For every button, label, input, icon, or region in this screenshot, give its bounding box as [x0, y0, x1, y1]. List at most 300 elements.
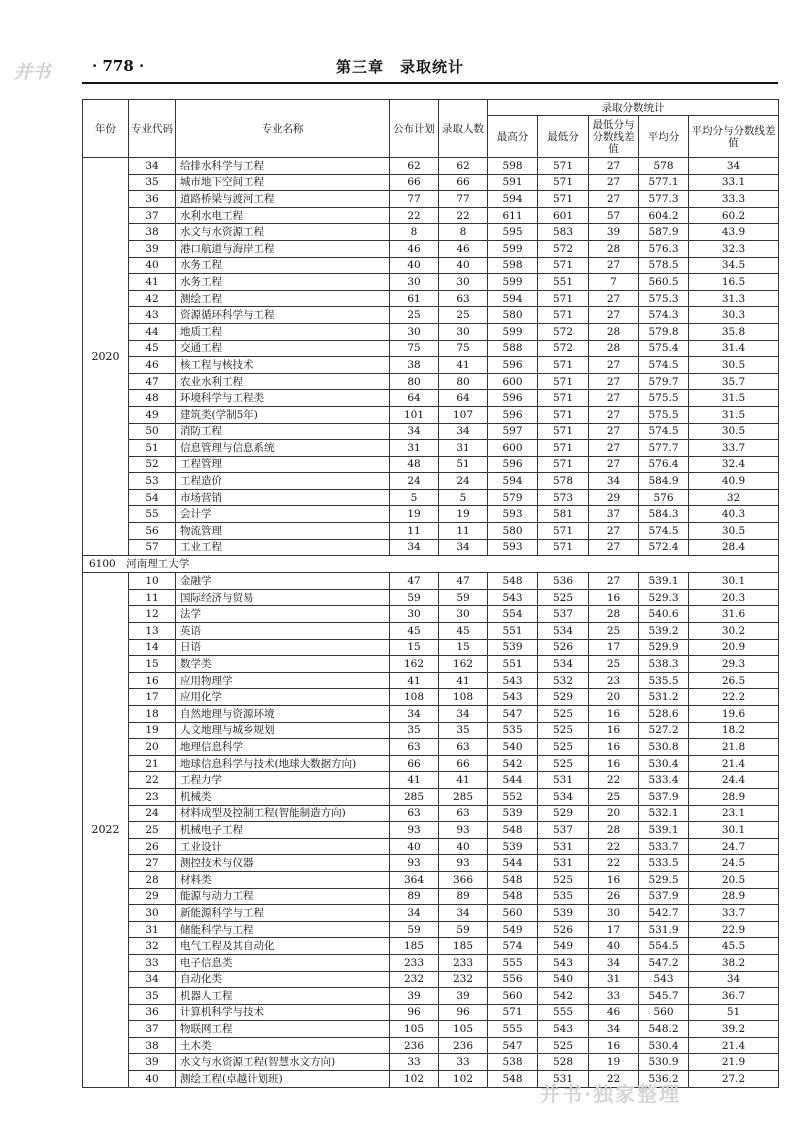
- plan-cell: 5: [390, 489, 439, 506]
- plan-cell: 236: [390, 1037, 439, 1054]
- min-diff-cell: 22: [589, 772, 639, 789]
- table-row: [83, 855, 779, 872]
- avg-diff-cell: 33.7: [689, 440, 779, 457]
- name-cell: 地质工程: [176, 323, 390, 340]
- min-cell: 525: [538, 706, 589, 723]
- name-cell: 材料成型及控制工程(智能制造方向): [176, 805, 390, 822]
- max-cell: 580: [488, 523, 538, 540]
- admitted-cell: 105: [439, 1021, 488, 1038]
- min-cell: 571: [538, 523, 589, 540]
- code-cell: 10: [129, 573, 176, 590]
- plan-cell: 34: [390, 423, 439, 440]
- avg-diff-cell: 31.6: [689, 606, 779, 623]
- plan-cell: 61: [390, 290, 439, 307]
- plan-cell: 19: [390, 506, 439, 523]
- name-cell: 核工程与核技术: [176, 357, 390, 374]
- table-row: [83, 755, 779, 772]
- admitted-cell: 75: [439, 340, 488, 357]
- avg-diff-cell: 38.2: [689, 954, 779, 971]
- min-diff-cell: 16: [589, 739, 639, 756]
- code-cell: 38: [129, 1037, 176, 1054]
- max-cell: 599: [488, 240, 538, 257]
- admitted-cell: 77: [439, 191, 488, 208]
- code-cell: 18: [129, 706, 176, 723]
- min-cell: 571: [538, 456, 589, 473]
- avg-diff-cell: 22.2: [689, 689, 779, 706]
- admitted-cell: 41: [439, 772, 488, 789]
- name-cell: 新能源科学与工程: [176, 905, 390, 922]
- name-cell: 地理信息科学: [176, 739, 390, 756]
- avg-diff-cell: 20.3: [689, 589, 779, 606]
- avg-diff-cell: 35.8: [689, 323, 779, 340]
- table-row: [83, 1021, 779, 1038]
- max-cell: 593: [488, 539, 538, 556]
- avg-cell: 575.5: [639, 390, 689, 407]
- max-cell: 539: [488, 805, 538, 822]
- avg-cell: 530.4: [639, 1037, 689, 1054]
- admitted-cell: 5: [439, 489, 488, 506]
- table-row: [83, 1004, 779, 1021]
- admitted-cell: 46: [439, 240, 488, 257]
- table-row: [83, 606, 779, 623]
- table-row: [83, 888, 779, 905]
- min-cell: 571: [538, 539, 589, 556]
- avg-diff-cell: 34: [689, 971, 779, 988]
- name-cell: 应用化学: [176, 689, 390, 706]
- admitted-cell: 40: [439, 257, 488, 274]
- code-cell: 39: [129, 240, 176, 257]
- min-diff-cell: 28: [589, 606, 639, 623]
- header-max: 最高分: [488, 116, 538, 158]
- name-cell: 交通工程: [176, 340, 390, 357]
- name-cell: 应用物理学: [176, 672, 390, 689]
- min-diff-cell: 25: [589, 623, 639, 640]
- avg-cell: 529.5: [639, 871, 689, 888]
- min-diff-cell: 39: [589, 224, 639, 241]
- code-cell: 17: [129, 689, 176, 706]
- plan-cell: 80: [390, 373, 439, 390]
- table-row: [83, 805, 779, 822]
- min-diff-cell: 28: [589, 323, 639, 340]
- name-cell: 物流管理: [176, 523, 390, 540]
- avg-cell: 537.9: [639, 788, 689, 805]
- avg-diff-cell: 20.9: [689, 639, 779, 656]
- header-name: 专业名称: [176, 100, 390, 158]
- max-cell: 560: [488, 905, 538, 922]
- table-row: [83, 739, 779, 756]
- min-diff-cell: 16: [589, 871, 639, 888]
- avg-diff-cell: 24.5: [689, 855, 779, 872]
- avg-diff-cell: 33.3: [689, 191, 779, 208]
- admitted-cell: 31: [439, 440, 488, 457]
- name-cell: 城市地下空间工程: [176, 174, 390, 191]
- code-cell: 23: [129, 788, 176, 805]
- avg-diff-cell: 30.2: [689, 623, 779, 640]
- min-cell: 583: [538, 224, 589, 241]
- plan-cell: 25: [390, 307, 439, 324]
- avg-diff-cell: 26.5: [689, 672, 779, 689]
- name-cell: 材料类: [176, 871, 390, 888]
- avg-cell: 536.2: [639, 1071, 689, 1088]
- avg-cell: 535.5: [639, 672, 689, 689]
- avg-cell: 529.3: [639, 589, 689, 606]
- avg-cell: 538.3: [639, 656, 689, 673]
- max-cell: 571: [488, 1004, 538, 1021]
- code-cell: 50: [129, 423, 176, 440]
- table-row: [83, 954, 779, 971]
- name-cell: 建筑类(学制5年): [176, 406, 390, 423]
- plan-cell: 41: [390, 672, 439, 689]
- admitted-cell: 8: [439, 224, 488, 241]
- avg-cell: 533.5: [639, 855, 689, 872]
- table-row: [83, 539, 779, 556]
- name-cell: 水文与水资源工程: [176, 224, 390, 241]
- min-diff-cell: 16: [589, 706, 639, 723]
- avg-cell: 560.5: [639, 274, 689, 291]
- table-row: [83, 323, 779, 340]
- plan-cell: 89: [390, 888, 439, 905]
- table-row: [83, 307, 779, 324]
- min-diff-cell: 29: [589, 489, 639, 506]
- header-admitted: 录取人数: [439, 100, 488, 158]
- avg-cell: 577.3: [639, 191, 689, 208]
- max-cell: 547: [488, 1037, 538, 1054]
- avg-diff-cell: 30.1: [689, 573, 779, 590]
- max-cell: 548: [488, 573, 538, 590]
- min-diff-cell: 27: [589, 456, 639, 473]
- name-cell: 资源循环科学与工程: [176, 307, 390, 324]
- avg-diff-cell: 21.9: [689, 1054, 779, 1071]
- admitted-cell: 102: [439, 1071, 488, 1088]
- name-cell: 道路桥梁与渡河工程: [176, 191, 390, 208]
- avg-cell: 533.4: [639, 772, 689, 789]
- header-min: 最低分: [538, 116, 589, 158]
- avg-diff-cell: 36.7: [689, 988, 779, 1005]
- plan-cell: 48: [390, 456, 439, 473]
- table-row: [83, 722, 779, 739]
- watermark-text: 并书·独家整理: [540, 1082, 681, 1106]
- name-cell: 工业工程: [176, 539, 390, 556]
- avg-diff-cell: 28.9: [689, 888, 779, 905]
- min-diff-cell: 27: [589, 373, 639, 390]
- name-cell: 水利水电工程: [176, 207, 390, 224]
- plan-cell: 93: [390, 822, 439, 839]
- table-row: [83, 456, 779, 473]
- avg-cell: 574.5: [639, 523, 689, 540]
- min-cell: 571: [538, 357, 589, 374]
- university-row: 6100 河南理工大学: [83, 556, 779, 573]
- plan-cell: 364: [390, 871, 439, 888]
- admitted-cell: 41: [439, 357, 488, 374]
- admitted-cell: 30: [439, 606, 488, 623]
- plan-cell: 22: [390, 207, 439, 224]
- min-cell: 571: [538, 440, 589, 457]
- max-cell: 539: [488, 639, 538, 656]
- max-cell: 596: [488, 390, 538, 407]
- plan-cell: 38: [390, 357, 439, 374]
- code-cell: 42: [129, 290, 176, 307]
- min-cell: 571: [538, 373, 589, 390]
- code-cell: 29: [129, 888, 176, 905]
- code-cell: 54: [129, 489, 176, 506]
- min-cell: 601: [538, 207, 589, 224]
- avg-diff-cell: 33.7: [689, 905, 779, 922]
- code-cell: 22: [129, 772, 176, 789]
- plan-cell: 66: [390, 174, 439, 191]
- avg-diff-cell: 31.4: [689, 340, 779, 357]
- admitted-cell: 59: [439, 589, 488, 606]
- avg-diff-cell: 39.2: [689, 1021, 779, 1038]
- table-row: [83, 623, 779, 640]
- max-cell: 548: [488, 1071, 538, 1088]
- admitted-cell: 22: [439, 207, 488, 224]
- max-cell: 594: [488, 290, 538, 307]
- min-diff-cell: 16: [589, 722, 639, 739]
- avg-cell: 576.3: [639, 240, 689, 257]
- plan-cell: 39: [390, 988, 439, 1005]
- admitted-cell: 33: [439, 1054, 488, 1071]
- min-diff-cell: 27: [589, 406, 639, 423]
- plan-cell: 34: [390, 905, 439, 922]
- min-diff-cell: 16: [589, 755, 639, 772]
- plan-cell: 41: [390, 772, 439, 789]
- admitted-cell: 30: [439, 274, 488, 291]
- admitted-cell: 15: [439, 639, 488, 656]
- name-cell: 数学类: [176, 656, 390, 673]
- min-cell: 535: [538, 888, 589, 905]
- max-cell: 596: [488, 406, 538, 423]
- plan-cell: 46: [390, 240, 439, 257]
- avg-cell: 572.4: [639, 539, 689, 556]
- avg-cell: 531.2: [639, 689, 689, 706]
- min-cell: 529: [538, 689, 589, 706]
- min-diff-cell: 30: [589, 905, 639, 922]
- name-cell: 测绘工程(卓越计划班): [176, 1071, 390, 1088]
- name-cell: 英语: [176, 623, 390, 640]
- code-cell: 38: [129, 224, 176, 241]
- min-cell: 525: [538, 1037, 589, 1054]
- name-cell: 水务工程: [176, 274, 390, 291]
- max-cell: 599: [488, 274, 538, 291]
- avg-cell: 584.3: [639, 506, 689, 523]
- admitted-cell: 47: [439, 573, 488, 590]
- code-cell: 33: [129, 954, 176, 971]
- plan-cell: 63: [390, 805, 439, 822]
- name-cell: 计算机科学与技术: [176, 1004, 390, 1021]
- avg-diff-cell: 34.5: [689, 257, 779, 274]
- max-cell: 596: [488, 357, 538, 374]
- max-cell: 544: [488, 855, 538, 872]
- min-cell: 525: [538, 739, 589, 756]
- admitted-cell: 93: [439, 822, 488, 839]
- admitted-cell: 34: [439, 905, 488, 922]
- plan-cell: 62: [390, 158, 439, 175]
- plan-cell: 34: [390, 539, 439, 556]
- max-cell: 579: [488, 489, 538, 506]
- name-cell: 工程力学: [176, 772, 390, 789]
- code-cell: 32: [129, 938, 176, 955]
- min-diff-cell: 31: [589, 971, 639, 988]
- min-cell: 578: [538, 473, 589, 490]
- avg-cell: 539.2: [639, 623, 689, 640]
- max-cell: 580: [488, 307, 538, 324]
- plan-cell: 47: [390, 573, 439, 590]
- avg-cell: 531.9: [639, 921, 689, 938]
- max-cell: 596: [488, 456, 538, 473]
- max-cell: 574: [488, 938, 538, 955]
- table-row: [83, 772, 779, 789]
- name-cell: 水文与水资源工程(智慧水文方向): [176, 1054, 390, 1071]
- avg-cell: 554.5: [639, 938, 689, 955]
- min-diff-cell: 16: [589, 589, 639, 606]
- table-row: [83, 589, 779, 606]
- min-diff-cell: 17: [589, 921, 639, 938]
- plan-cell: 15: [390, 639, 439, 656]
- header-avg: 平均分: [639, 116, 689, 158]
- min-cell: 573: [538, 489, 589, 506]
- max-cell: 548: [488, 871, 538, 888]
- admitted-cell: 59: [439, 921, 488, 938]
- name-cell: 工程造价: [176, 473, 390, 490]
- header-year: 年份: [83, 100, 129, 158]
- avg-diff-cell: 30.5: [689, 523, 779, 540]
- plan-cell: 30: [390, 274, 439, 291]
- avg-cell: 576: [639, 489, 689, 506]
- plan-cell: 285: [390, 788, 439, 805]
- min-cell: 571: [538, 307, 589, 324]
- header-score-group: 录取分数统计: [488, 100, 779, 116]
- min-diff-cell: 28: [589, 240, 639, 257]
- name-cell: 测控技术与仪器: [176, 855, 390, 872]
- avg-cell: 578: [639, 158, 689, 175]
- min-cell: 525: [538, 722, 589, 739]
- table-row: [83, 290, 779, 307]
- max-cell: 543: [488, 589, 538, 606]
- avg-cell: 584.9: [639, 473, 689, 490]
- table-row: [83, 207, 779, 224]
- plan-cell: 185: [390, 938, 439, 955]
- plan-cell: 233: [390, 954, 439, 971]
- avg-cell: 575.4: [639, 340, 689, 357]
- avg-cell: 548.2: [639, 1021, 689, 1038]
- admitted-cell: 34: [439, 539, 488, 556]
- min-cell: 536: [538, 573, 589, 590]
- max-cell: 599: [488, 323, 538, 340]
- min-cell: 551: [538, 274, 589, 291]
- code-cell: 46: [129, 357, 176, 374]
- table-row: [83, 440, 779, 457]
- min-diff-cell: 57: [589, 207, 639, 224]
- table-row: [83, 357, 779, 374]
- min-cell: 531: [538, 772, 589, 789]
- avg-diff-cell: 51: [689, 1004, 779, 1021]
- chapter-title: 第三章 录取统计: [335, 58, 464, 76]
- avg-diff-cell: 28.9: [689, 788, 779, 805]
- header-rule: [82, 82, 778, 84]
- avg-cell: 543: [639, 971, 689, 988]
- name-cell: 农业水利工程: [176, 373, 390, 390]
- admitted-cell: 51: [439, 456, 488, 473]
- min-diff-cell: 27: [589, 440, 639, 457]
- min-diff-cell: 22: [589, 838, 639, 855]
- code-cell: 34: [129, 158, 176, 175]
- avg-diff-cell: 30.1: [689, 822, 779, 839]
- max-cell: 593: [488, 506, 538, 523]
- max-cell: 588: [488, 340, 538, 357]
- avg-diff-cell: 16.5: [689, 274, 779, 291]
- name-cell: 消防工程: [176, 423, 390, 440]
- avg-cell: 578.5: [639, 257, 689, 274]
- min-cell: 572: [538, 323, 589, 340]
- min-diff-cell: 7: [589, 274, 639, 291]
- name-cell: 日语: [176, 639, 390, 656]
- max-cell: 548: [488, 822, 538, 839]
- max-cell: 544: [488, 772, 538, 789]
- avg-diff-cell: 22.9: [689, 921, 779, 938]
- name-cell: 测绘工程: [176, 290, 390, 307]
- table-row: [83, 656, 779, 673]
- min-diff-cell: 17: [589, 639, 639, 656]
- min-diff-cell: 27: [589, 539, 639, 556]
- min-cell: 531: [538, 1071, 589, 1088]
- plan-cell: 33: [390, 1054, 439, 1071]
- name-cell: 自动化类: [176, 971, 390, 988]
- code-cell: 40: [129, 257, 176, 274]
- avg-cell: 577.1: [639, 174, 689, 191]
- avg-cell: 542.7: [639, 905, 689, 922]
- table-row: [83, 838, 779, 855]
- min-diff-cell: 28: [589, 822, 639, 839]
- avg-cell: 537.9: [639, 888, 689, 905]
- avg-cell: 545.7: [639, 988, 689, 1005]
- avg-diff-cell: 31.5: [689, 406, 779, 423]
- code-cell: 24: [129, 805, 176, 822]
- table-row: [83, 788, 779, 805]
- name-cell: 自然地理与资源环境: [176, 706, 390, 723]
- avg-cell: 604.2: [639, 207, 689, 224]
- plan-cell: 75: [390, 340, 439, 357]
- plan-cell: 93: [390, 855, 439, 872]
- min-diff-cell: 27: [589, 257, 639, 274]
- code-cell: 40: [129, 1071, 176, 1088]
- max-cell: 539: [488, 838, 538, 855]
- code-cell: 31: [129, 921, 176, 938]
- avg-cell: 579.7: [639, 373, 689, 390]
- table-row: [83, 224, 779, 241]
- avg-cell: 576.4: [639, 456, 689, 473]
- table-row: [83, 938, 779, 955]
- avg-cell: 528.6: [639, 706, 689, 723]
- avg-diff-cell: 24.7: [689, 838, 779, 855]
- plan-cell: 35: [390, 722, 439, 739]
- name-cell: 人文地理与城乡规划: [176, 722, 390, 739]
- max-cell: 598: [488, 257, 538, 274]
- min-diff-cell: 27: [589, 523, 639, 540]
- name-cell: 物联网工程: [176, 1021, 390, 1038]
- avg-diff-cell: 30.5: [689, 357, 779, 374]
- max-cell: 600: [488, 373, 538, 390]
- min-cell: 531: [538, 838, 589, 855]
- min-diff-cell: 27: [589, 191, 639, 208]
- admitted-cell: 66: [439, 755, 488, 772]
- min-diff-cell: 27: [589, 174, 639, 191]
- max-cell: 556: [488, 971, 538, 988]
- min-cell: 581: [538, 506, 589, 523]
- min-cell: 543: [538, 954, 589, 971]
- table-row: [83, 905, 779, 922]
- admitted-cell: 66: [439, 174, 488, 191]
- plan-cell: 63: [390, 739, 439, 756]
